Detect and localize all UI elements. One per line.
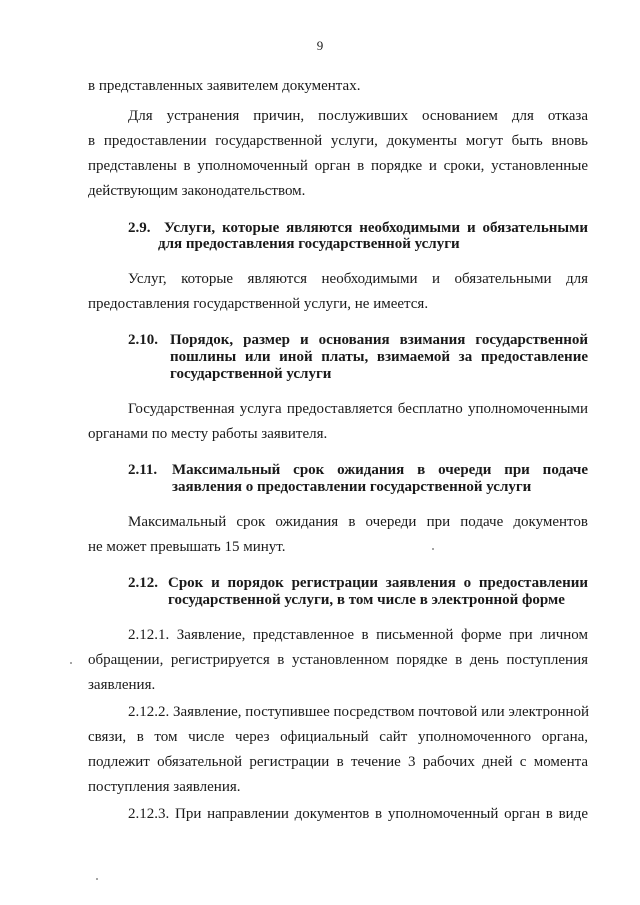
- paragraph-2-10-line: органами по месту работы заявителя.: [88, 426, 328, 442]
- paragraph-2-9-line: Услуг, которые являются необходимыми и обязательными для: [128, 271, 588, 287]
- paragraph-2-9-line: предоставления государственной услуги, не имеется.: [88, 296, 429, 312]
- section-2-9-number: 2.9.: [128, 220, 151, 236]
- paragraph-2-12-1-line: обращении, регистрируется в установленном порядке в день поступления: [88, 652, 588, 668]
- scan-speck: [70, 662, 72, 664]
- paragraph-2-11-line: не может превышать 15 минут.: [88, 539, 286, 555]
- paragraph-2-12-3-line: 2.12.3. При направлении документов в уполномоченный орган в виде: [128, 806, 588, 822]
- scan-speck: [96, 878, 98, 880]
- paragraph-2-12-2-line: связи, в том числе через официальный сайт уполномоченного органа,: [88, 729, 588, 745]
- paragraph-1-line: в предоставлении государственной услуги, документы могут быть вновь: [88, 133, 588, 149]
- scan-speck: [432, 548, 434, 550]
- section-2-10-heading: пошлины или иной платы, взимаемой за предоставление: [170, 349, 588, 365]
- section-2-10-heading: Порядок, размер и основания взимания государственной: [170, 332, 588, 348]
- page-number: 9: [316, 38, 324, 53]
- paragraph-continuation: в представленных заявителем документах.: [88, 78, 361, 94]
- section-2-10-heading: государственной услуги: [170, 366, 332, 382]
- paragraph-1-line: Для устранения причин, послуживших основанием для отказа: [128, 108, 588, 124]
- paragraph-2-11-line: Максимальный срок ожидания в очереди при подаче документов: [128, 514, 588, 530]
- paragraph-2-12-1-line: 2.12.1. Заявление, представленное в письменной форме при личном: [128, 627, 588, 643]
- paragraph-1-line: действующим законодательством.: [88, 183, 306, 199]
- paragraph-2-12-2-line: 2.12.2. Заявление, поступившее посредством почтовой или электронной: [128, 704, 590, 720]
- section-2-12-heading: государственной услуги, в том числе в электронной форме: [168, 592, 565, 608]
- paragraph-2-12-2-line: поступления заявления.: [88, 779, 241, 795]
- section-2-9-heading: для предоставления государственной услуги: [158, 236, 460, 252]
- paragraph-1-line: представлены в уполномоченный орган в порядке и сроки, установленные: [88, 158, 588, 174]
- paragraph-2-10-line: Государственная услуга предоставляется бесплатно уполномоченными: [128, 401, 588, 417]
- section-2-10-number: 2.10.: [128, 332, 158, 348]
- section-2-11-heading: Максимальный срок ожидания в очереди при подаче: [172, 462, 588, 478]
- paragraph-2-12-1-line: заявления.: [88, 677, 156, 693]
- section-2-11-number: 2.11.: [128, 462, 158, 478]
- section-2-9-heading: Услуги, которые являются необходимыми и обязательными: [164, 220, 588, 236]
- paragraph-2-12-2-line: подлежит обязательной регистрации в течение 3 рабочих дней с момента: [88, 754, 588, 770]
- section-2-12-heading: Срок и порядок регистрации заявления о предоставлении: [168, 575, 588, 591]
- section-2-12-number: 2.12.: [128, 575, 158, 591]
- section-2-11-heading: заявления о предоставлении государственной услуги: [172, 479, 532, 495]
